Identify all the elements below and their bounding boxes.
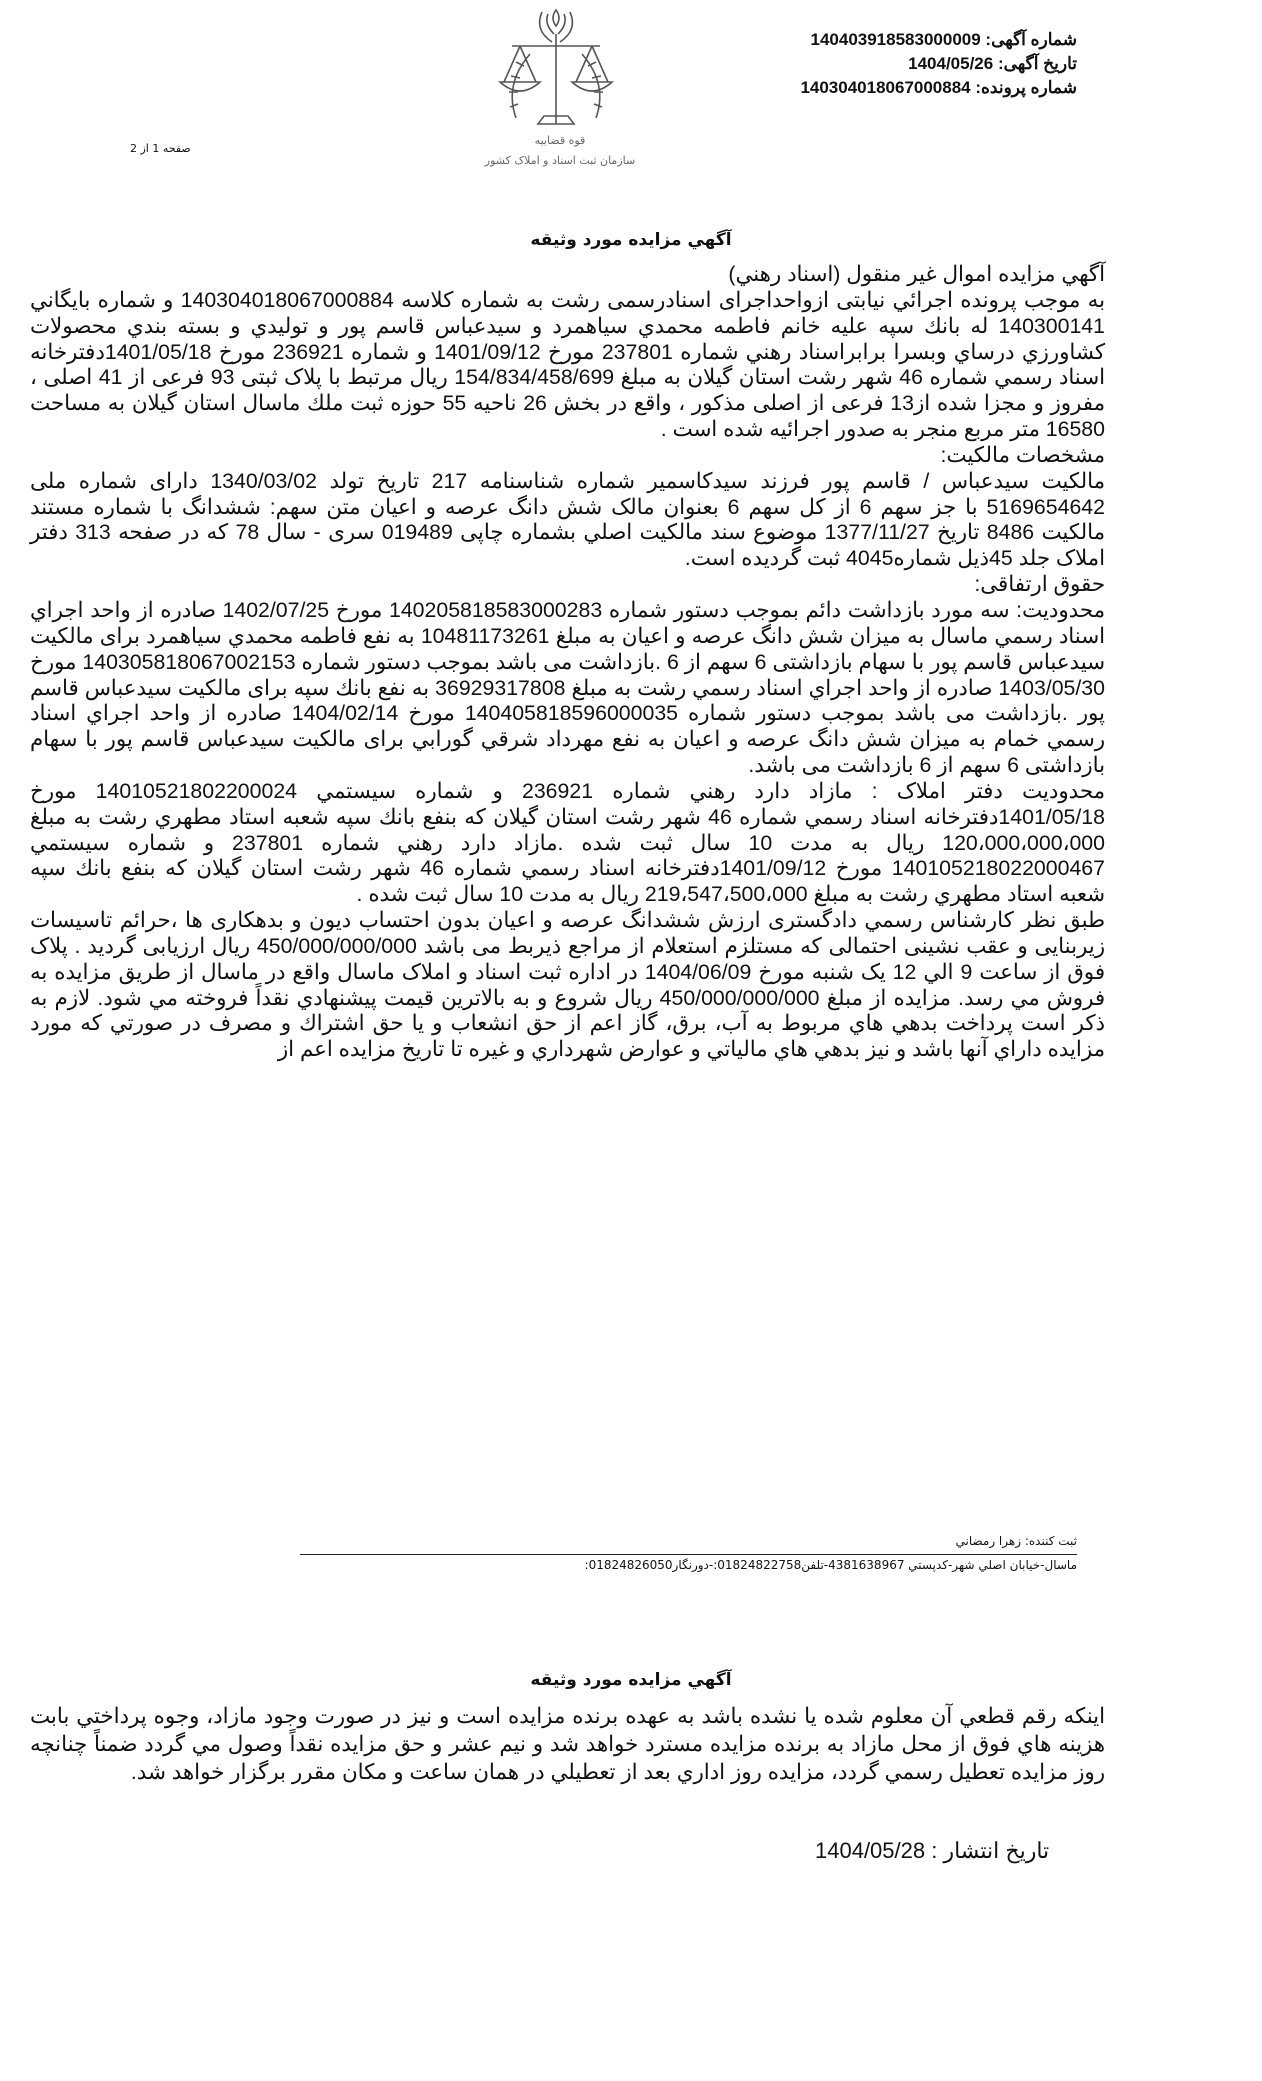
emblem-caption-2: سازمان ثبت اسناد و املاک کشور xyxy=(484,154,636,167)
ad-header-meta xyxy=(800,28,1077,100)
paragraph-continuation: اينكه رقم قطعي آن معلوم شده يا نشده باشد به عهده برنده مزايده است و نيز در صورت وجود مازاد، وجوه پرداختي بابت هزينه هاي فوق از محل مازاد به برنده مزايده مسترد خواهد شد و نيم عشر و حق مزايده نقداً وصول مي گردد ضمناً چنانچه روز مزايده تعطيل رسمي گردد، مزايده روز اداري بعد از تعطيلي در همان ساعت و مكان مقرر برگزار خواهد شد. xyxy=(30,1704,1105,1784)
paragraph-case: به موجب پرونده اجرائي نيابتی ازواحداجرای اسنادرسمی رشت به شماره كلاسه 140304018067000884 و شماره بايگاني 140300141 له بانك سپه عليه خانم فاطمه محمدي سياهمرد و سيدعباس قاسم پور و توليدي و بسته بندي محصولات كشاورزي درساي وبسرا برابراسناد رهني شماره 237801 مورخ 1401/09/12 و شماره 236921 مورخ 1401/05/18دفترخانه اسناد رسمي شماره 46 شهر رشت استان گيلان به مبلغ 154/834/458/699 ريال مرتبط با پلاک ثبتی 93 فرعی از 41 اصلی ، مفروز و مجزا شده از13 فرعی از اصلی مذکور ، واقع در بخش 26 ناحیه 55 حوزه ثبت ملك ماسال استان گيلان به مساحت 16580 متر مربع منجر به صدور اجرائيه شده است . xyxy=(30,287,1105,442)
registrar-label: ثبت كننده: xyxy=(1024,1534,1077,1548)
paragraph-subtitle: آگهي مزايده اموال غير منقول (اسناد رهني) xyxy=(728,262,1105,286)
paragraph-ownership-heading: مشخصات مالکیت: xyxy=(940,442,1105,467)
ad-number-row xyxy=(800,28,1077,52)
paragraph-easement-heading: حقوق ارتفاقی: xyxy=(974,572,1105,597)
file-number: 140304018067000884 xyxy=(800,78,971,97)
paragraph-restrictions: محدودیت: سه مورد بازداشت دائم بموجب دستور شماره 140205818583000283 مورخ 1402/07/25 صادره از واحد اجراي اسناد رسمي ماسال به ميزان شش دانگ عرصه و اعيان به مبلغ 10481173261 به نفع فاطمه محمدي سياهمرد برای مالکیت سیدعباس قاسم پور با سهام بازداشتی 6 سهم از 6 .بازداشت می باشد بموجب دستور شماره 140305818067002153 مورخ 1403/05/30 صادره از واحد اجراي اسناد رسمي رشت به مبلغ 36929317808 به نفع بانك سپه برای مالکیت سیدعباس قاسم پور .بازداشت می باشد بموجب دستور شماره 140405818596000035 مورخ 1404/02/14 صادره از واحد اجراي اسناد رسمي خمام به ميزان شش دانگ عرصه و اعيان به نفع مهرداد شرقي گورابي برای مالکیت سیدعباس قاسم پور با سهام بازداشتی 6 سهم از 6 بازداشت می باشد. xyxy=(30,597,1105,778)
page2-body xyxy=(30,1702,1105,1786)
publish-date: 1404/05/28 xyxy=(815,1838,926,1863)
emblem-caption-1: قوه قضاییه xyxy=(534,134,586,147)
publish-date-label: تاريخ انتشار : xyxy=(931,1838,1050,1863)
paragraph-appraisal: طبق نظر کارشناس رسمي دادگستری ارزش ششدانگ عرصه و اعیان بدون احتساب ديون و بدهکاری ها ،حرائم تاسیسات زیربنایی و عقب نشینی احتمالی که مستلزم استعلام از مراجع ذیربط می باشد 450/000/000/000 ريال ارزيابی گرديد . پلاک فوق از ساعت 9 الي 12 یک شنبه مورخ 1404/06/09 در اداره ثبت اسناد و املاک ماسال واقع در ماسال از طريق مزايده به فروش مي رسد. مزايده از مبلغ 450/000/000/000 ريال شروع و به بالاترين قيمت پيشنهادي نقداً فروخته مي شود. لازم به ذکر است پرداخت بدهي هاي مربوط به آب، برق، گاز اعم از حق انشعاب و يا حق اشتراك و مصرف در صورتي كه مورد مزايده داراي آنها باشد و نيز بدهي هاي مالياتي و عوارض شهرداري و غيره تا تاريخ مزايده اعم از xyxy=(30,908,1105,1062)
page1-body xyxy=(30,262,1105,1063)
ad-number-label: شماره آگهی: xyxy=(985,30,1077,49)
ad-number: 140403918583000009 xyxy=(810,30,981,49)
ad-date-row xyxy=(800,52,1077,76)
publish-date-line xyxy=(815,1838,1049,1864)
office-address: ماسال-خيابان اصلي شهر-كدپستي 4381638967-تلفن01824822758:-دورنگار01824826050: xyxy=(584,1558,1077,1572)
page2-title: آگهي مزايده مورد وثيقه xyxy=(530,1670,732,1690)
paragraph-ownership: مالکیت سیدعباس / قاسم پور فرزند سیدکاسمیر شماره شناسنامه 217 تاریخ تولد 1340/03/02 دارای شماره ملی 5169654642 با جز سهم 6 از کل سهم 6 بعنوان مالک شش دانگ عرصه و اعیان متن سهم: ششدانگ با شماره مستند مالکیت 8486 تاریخ 1377/11/27 موضوع سند مالکیت اصلي بشماره چاپی 019489 سری - سال 78 که در صفحه 313 دفتر املاک جلد 45ذیل شماره4045 ثبت گردیده است. xyxy=(30,468,1105,571)
ad-date-label: تاريخ آگهی: xyxy=(997,54,1077,73)
page1-title: آگهي مزايده مورد وثيقه xyxy=(530,230,732,250)
footer-divider xyxy=(300,1554,1077,1555)
page-indicator: صفحه 1 از 2 xyxy=(130,142,191,155)
paragraph-registry-restrictions: محدوديت دفتر املاک : مازاد دارد رهني شماره 236921 و شماره سيستمي 14010521802200024 مورخ 1401/05/18دفترخانه اسناد رسمي شماره 46 شهر رشت استان گيلان كه بنفع بانك سپه شعبه استاد مطهري رشت به مبلغ 120،000،000،000 ريال به مدت 10 سال ثبت شده .مازاد دارد رهني شماره 237801 و شماره سيستمي 140105218022000467 مورخ 1401/09/12دفترخانه اسناد رسمي شماره 46 شهر رشت استان گيلان كه بنفع بانك سپه شعبه استاد مطهري رشت به مبلغ 219،547،500،000 ريال به مدت 10 سال ثبت شده . xyxy=(30,778,1105,907)
ad-date: 1404/05/26 xyxy=(908,54,994,73)
registrar-name: زهرا رمضاني xyxy=(955,1534,1022,1548)
registrar-line xyxy=(955,1534,1077,1548)
file-number-label: شماره پرونده: xyxy=(975,78,1077,97)
file-number-row xyxy=(800,76,1077,100)
judiciary-emblem-icon xyxy=(460,4,660,184)
